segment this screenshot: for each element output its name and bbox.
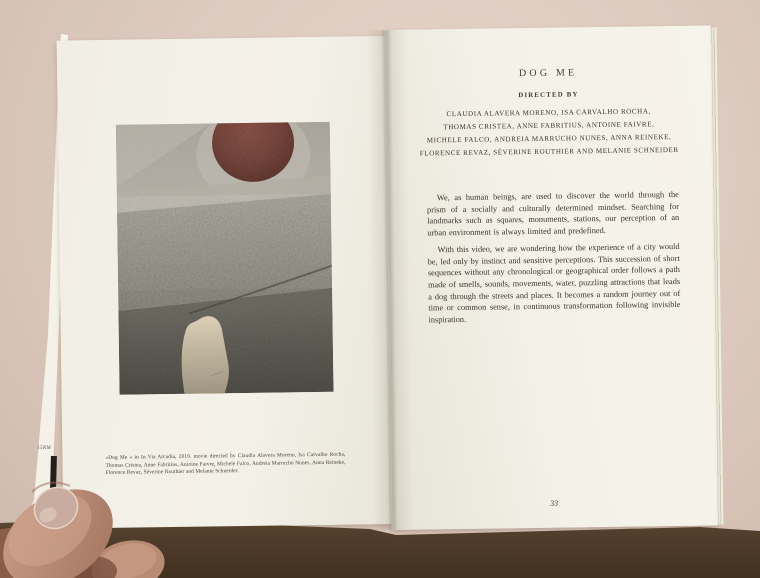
paragraph: We, as human beings, are used to discover the world through the prism of a socially and culturally determined mindset. Searching for landmarks such as squares, monuments, stations, our perception of an urban environment is always limited and predefined. (426, 189, 680, 238)
body-text (427, 189, 681, 331)
credits-line: FLORENCE REVAZ, SÉVERINE ROUTHIER AND MELANIE SCHNEIDER (419, 145, 679, 158)
credits-line: MICHELE FALCO, ANDREIA MARRUCHO NUNES, ANNA REINEKE, (426, 133, 672, 145)
holding-hand (0, 468, 173, 578)
credits-block (386, 104, 713, 161)
credits-line: THOMAS CRISTEA, ANNE FABRITIUS, ANTOINE FAIVRE, (443, 120, 655, 132)
page-edge-text: 15RM (37, 446, 52, 451)
photo-caption: «Dog Me » in In Via Arcadia, 2019. movie directed by Claudia Alavera Moreno, Isa Carvalho Rocha, Thomas Cristea, Anne Fabritius, Antoine Faivre, Michele Falco, Andreia Marrucho Nunes, Anna Reineke, Florence Revaz, Séverine Routhier and Melanie Schneider. (105, 452, 346, 476)
credits-line: CLAUDIA ALAVERA MORENO, ISA CARVALHO ROCHA, (446, 107, 651, 119)
paragraph: With this video, we are wondering how the experience of a city would be, led only by instinct and sensitive perceptions. This succession of short sequences without any chronological or geographical order follows a path made of smells, sounds, movements, water, puzzling attractions that leads a dog through the streets and places. It becomes a random journey out of time or common sense, in continuous transformation following invisible inspiration. (427, 241, 681, 325)
left-page (57, 36, 392, 529)
page-number: 33 (550, 498, 559, 508)
directed-by-label: DIRECTED BY (518, 91, 579, 100)
photo-dog-pov (116, 122, 334, 395)
right-page (385, 25, 718, 530)
page-title: DOG ME (518, 67, 578, 80)
open-book (53, 25, 724, 534)
photo-dog-pov-art (116, 122, 334, 395)
